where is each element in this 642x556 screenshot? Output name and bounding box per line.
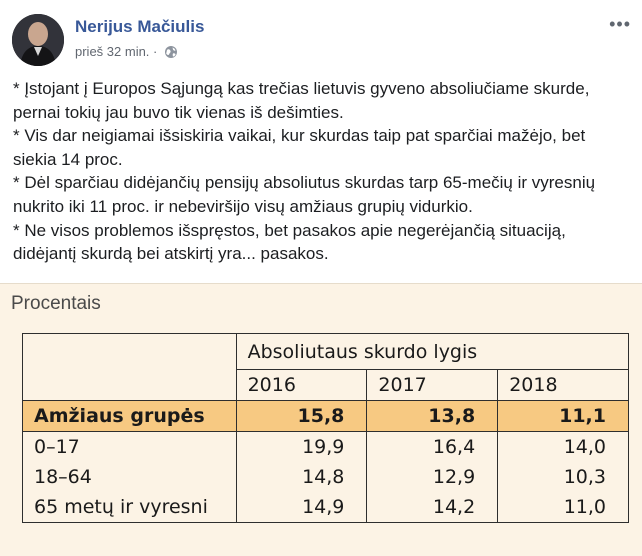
- table-cell: 15,8: [236, 401, 367, 432]
- row-label: 18–64: [23, 462, 237, 492]
- post-text: [13, 77, 633, 266]
- attached-image[interactable]: [0, 283, 642, 556]
- table-cell: 16,4: [367, 432, 498, 463]
- table-cell: 11,0: [498, 492, 629, 523]
- table-row: [23, 492, 629, 523]
- post-paragraph: * Vis dar neigiamai išsiskiria vaikai, kur skurdas taip pat sparčiai mažėjo, bet siekia 14 proc.: [13, 126, 586, 169]
- post-header: [0, 0, 642, 72]
- year-header: 2017: [367, 370, 498, 401]
- table-cell: 13,8: [367, 401, 498, 432]
- avatar-photo: [12, 14, 64, 66]
- year-header: 2018: [498, 370, 629, 401]
- row-label: 65 metų ir vyresni: [23, 492, 237, 523]
- figure-units-label: Procentais: [11, 293, 101, 314]
- poverty-table: [22, 333, 629, 523]
- table-cell: 14,0: [498, 432, 629, 463]
- group-header: Absoliutaus skurdo lygis: [236, 334, 628, 370]
- table-summary-row: [23, 401, 629, 432]
- table-cell: 11,1: [498, 401, 629, 432]
- table-row: [23, 432, 629, 463]
- year-header: 2016: [236, 370, 367, 401]
- table-row: [23, 462, 629, 492]
- table-cell: 12,9: [367, 462, 498, 492]
- row-label: 0–17: [23, 432, 237, 463]
- author-name[interactable]: Nerijus Mačiulis: [75, 17, 205, 36]
- post-paragraph: * Dėl sparčiau didėjančių pensijų absoliutus skurdas tarp 65-mečių ir vyresnių nukrito iki 11 proc. ir nebeviršijo visų amžiaus grupių vidurkio.: [13, 173, 596, 216]
- globe-icon[interactable]: [164, 45, 178, 59]
- table-cell: 14,2: [367, 492, 498, 523]
- post-meta: [75, 44, 178, 59]
- table-header-row: [23, 334, 629, 370]
- post-paragraph: * Įstojant į Europos Sąjungą kas trečias lietuvis gyveno absoliučiame skurde, pernai tokių jau buvo tik vienas iš dešimties.: [13, 79, 590, 122]
- table-cell: 19,9: [236, 432, 367, 463]
- avatar[interactable]: [12, 14, 64, 66]
- table-cell: 14,9: [236, 492, 367, 523]
- post-timestamp[interactable]: prieš 32 min. ·: [75, 44, 158, 59]
- row-label: Amžiaus grupės: [23, 401, 237, 432]
- post-paragraph: * Ne visos problemos išspręstos, bet pasakos apie negerėjančią situaciją, didėjantį skurdą bei atskirtį yra... pasakos.: [13, 220, 566, 264]
- table-corner-cell: [23, 334, 237, 401]
- table-cell: 10,3: [498, 462, 629, 492]
- table-cell: 14,8: [236, 462, 367, 492]
- more-options-icon[interactable]: •••: [609, 14, 631, 34]
